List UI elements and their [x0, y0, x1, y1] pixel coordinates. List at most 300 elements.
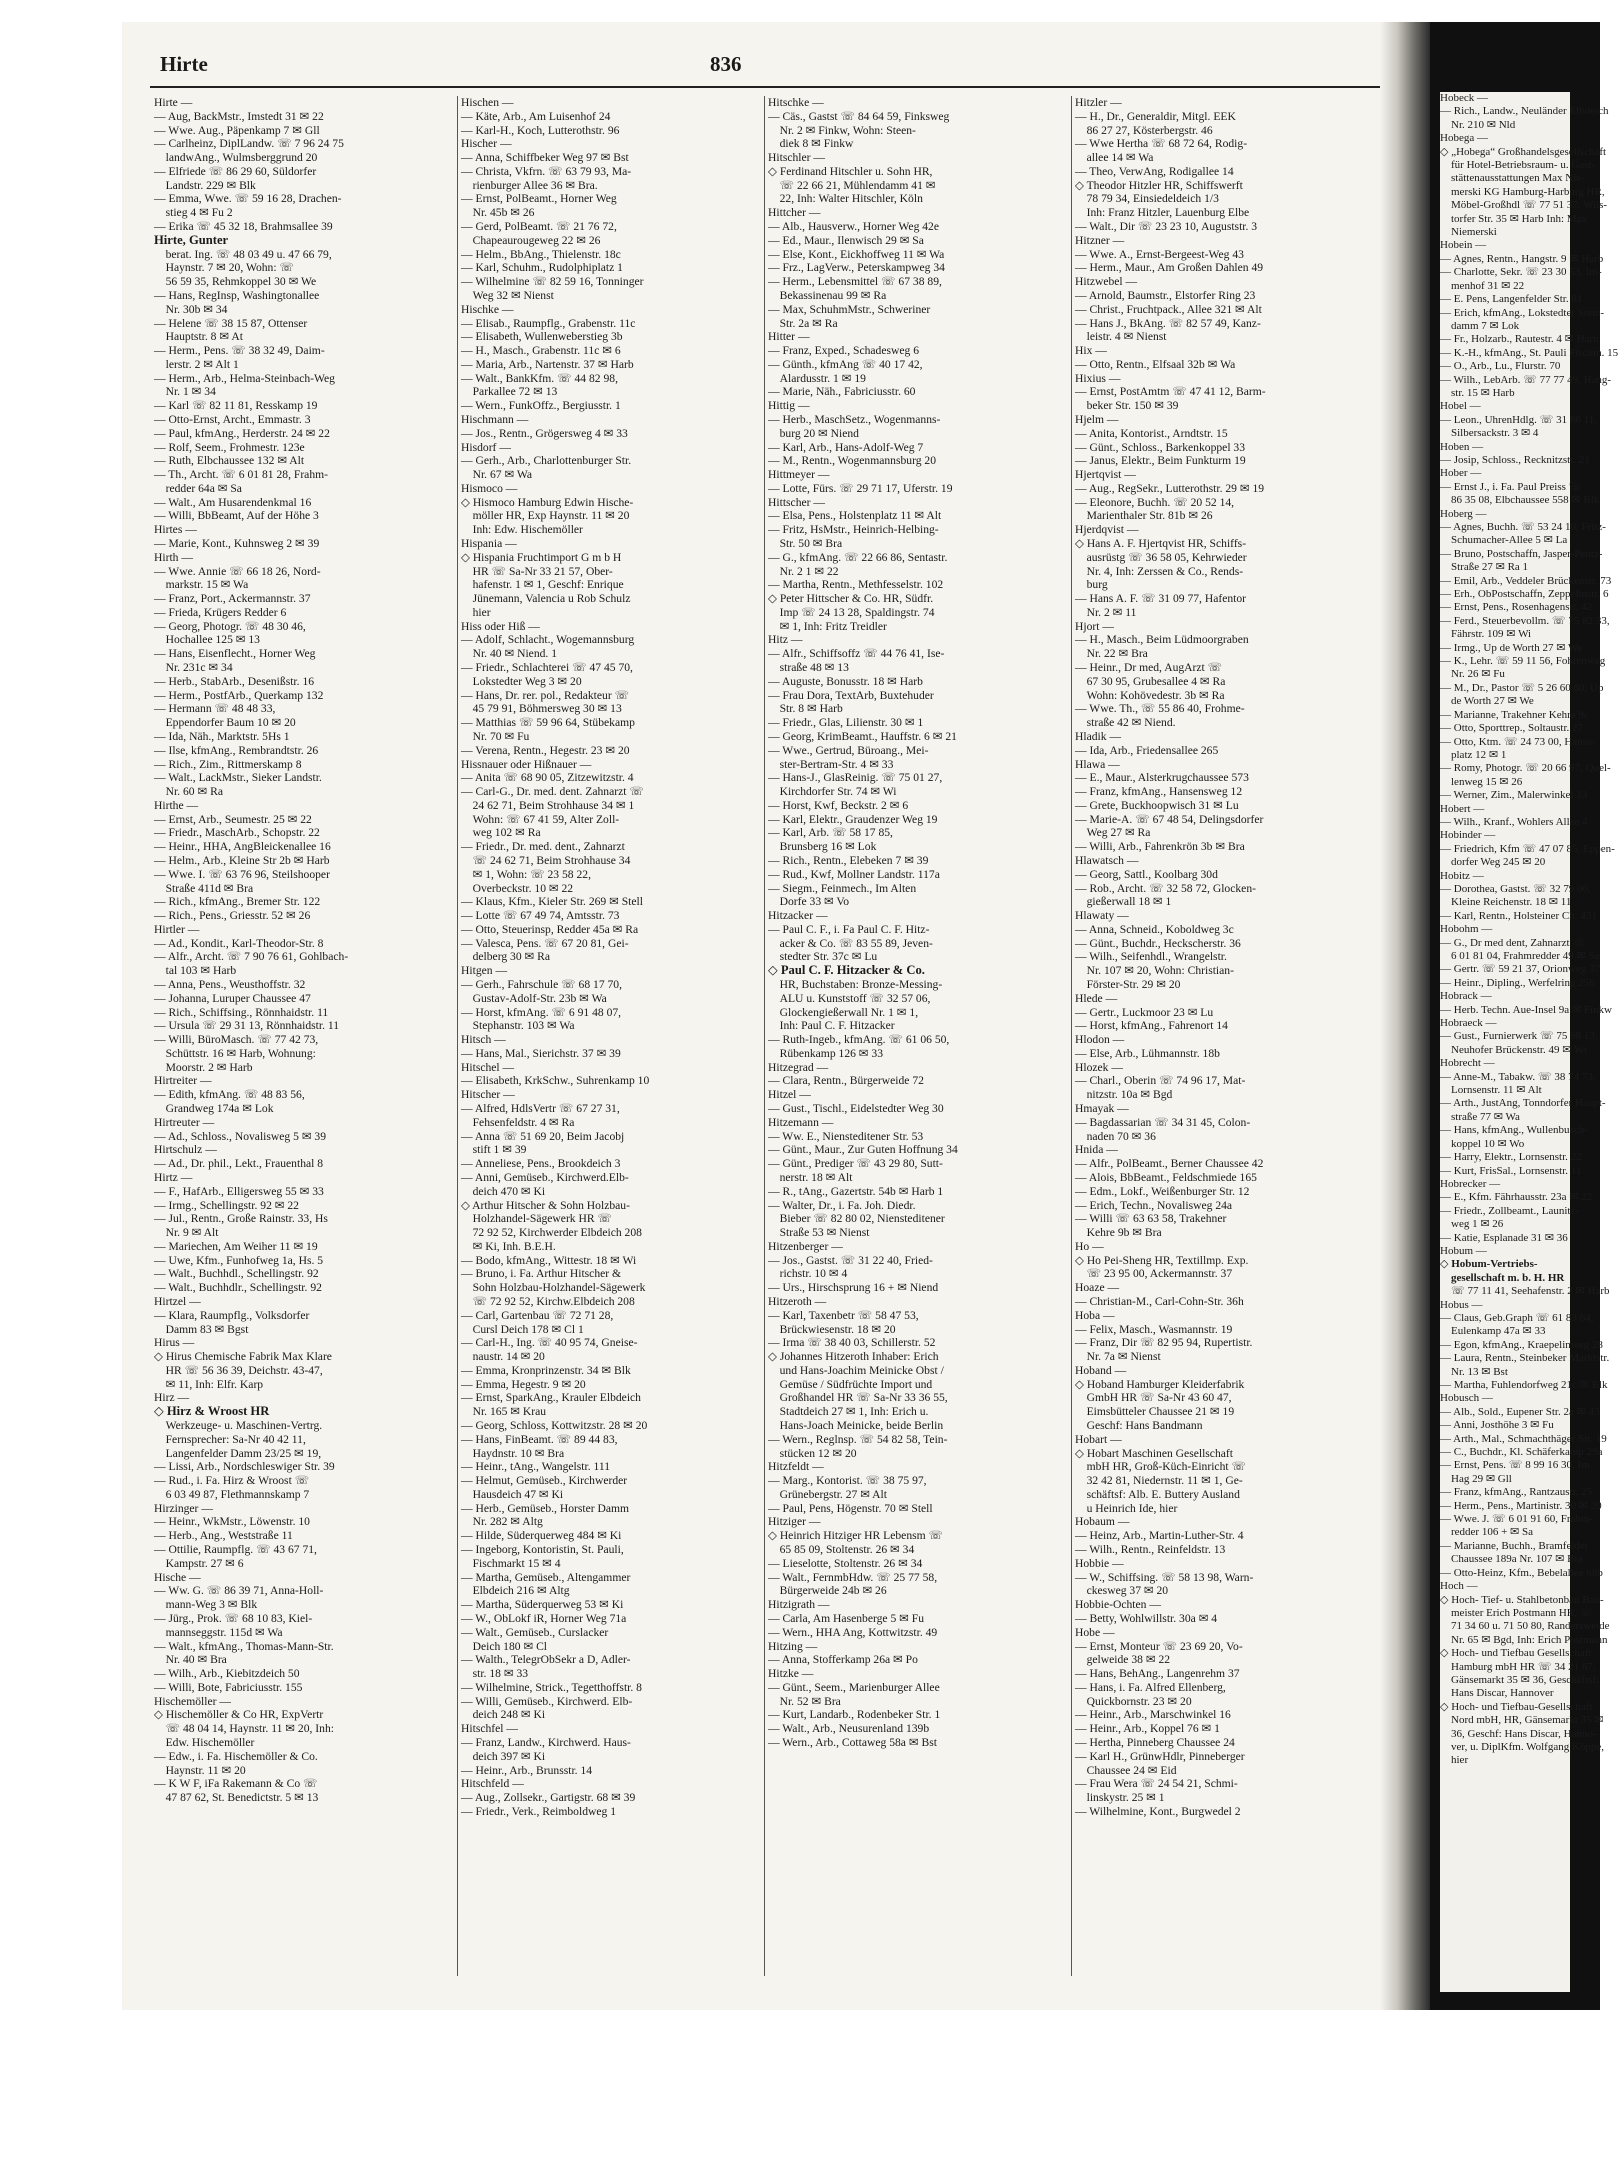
directory-entry: — Alfr., Schiffsoffz ☏ 44 76 41, Ise-	[768, 647, 945, 661]
directory-entry: — Ed., Maur., Ilenwisch 29 ✉ Sa	[768, 233, 924, 247]
directory-entry: — W., ObLokf iR, Horner Weg 71a	[461, 1611, 627, 1625]
directory-entry: Hauptstr. 8 ✉ At	[154, 330, 243, 344]
surname-heading: Hobbie —	[1075, 1556, 1124, 1570]
directory-entry: — Horst, kfmAng. ☏ 6 91 48 07,	[461, 1005, 622, 1019]
directory-entry: — Kurt, FrisSal., Lornsenstr. 11	[1440, 1164, 1582, 1177]
directory-entry: — R., tAng., Gazertstr. 54b ✉ Harb 1	[768, 1184, 944, 1198]
directory-entry: Brunsberg 16 ✉ Lok	[768, 840, 877, 854]
directory-entry: Fischmarkt 15 ✉ 4	[461, 1556, 561, 1570]
directory-entry: ausrüstg ☏ 36 58 05, Kehrwieder	[1075, 550, 1247, 564]
directory-entry: — Heinr., Arb., Marschwinkel 16	[1075, 1708, 1231, 1722]
directory-entry: — Aug., RegSekr., Lutterothstr. 29 ✉ 19	[1075, 481, 1265, 495]
adjacent-page-column	[1440, 92, 1618, 1992]
directory-entry: stift 1 ✉ 39	[461, 1143, 527, 1157]
directory-entry: — Willi, BüroMasch. ☏ 77 42 73,	[154, 1033, 319, 1047]
directory-entry: mannseggstr. 115d ✉ Wa	[154, 1625, 283, 1639]
surname-heading: Hobbie-Ochten —	[1075, 1598, 1161, 1612]
directory-entry: — Otto-Ernst, Archt., Emmastr. 3	[154, 412, 311, 426]
directory-entry: — Karl-H., Koch, Lutterothstr. 96	[461, 123, 620, 137]
surname-heading: Hitschke —	[768, 96, 824, 109]
directory-entry: ◇ Hirz & Wroost HR	[154, 1404, 270, 1419]
directory-entry: — Herm., Maur., Am Großen Dahlen 49	[1075, 261, 1264, 275]
directory-entry: tal 103 ✉ Harb	[154, 964, 237, 978]
surname-heading: Hischke —	[461, 302, 514, 316]
directory-entry: schäftsf: Alb. E. Buttery Ausland	[1075, 1487, 1240, 1501]
directory-entry: Nr. 26 ✉ Fu	[1440, 668, 1505, 681]
directory-entry: — Mariechen, Am Weiher 11 ✉ 19	[154, 1239, 318, 1253]
surname-heading: Hobitz —	[1440, 869, 1484, 882]
surname-heading: Hobraeck —	[1440, 1017, 1497, 1030]
directory-entry: — Martha, Fuhlendorfweg 21c ✉ Blk	[1440, 1379, 1608, 1391]
surname-heading: Hirth —	[154, 550, 193, 564]
directory-entry: ALU u. Kunststoff ☏ 32 57 06,	[768, 991, 931, 1005]
directory-entry: — Gerh., Fahrschule ☏ 68 17 70,	[461, 978, 623, 991]
directory-entry: Nr. 231c ✉ 34	[154, 661, 233, 675]
directory-entry: — Carl-G., Dr. med. dent. Zahnarzt ☏	[461, 785, 644, 799]
directory-entry: ◇ Heinrich Hitziger HR Lebensm ☏	[768, 1529, 944, 1543]
surname-heading: Hobe —	[1075, 1625, 1115, 1639]
directory-entry: — Emil, Arb., Veddeler Brückenstr. 73	[1440, 574, 1612, 587]
directory-entry: lerstr. 2 ✉ Alt 1	[154, 357, 239, 371]
surname-heading: Hittcher —	[768, 206, 821, 220]
directory-entry: weg 102 ✉ Ra	[461, 826, 541, 840]
surname-heading: Hirtler —	[154, 922, 200, 936]
directory-entry: — Ernst, PolBeamt., Horner Weg	[461, 192, 617, 206]
surname-heading: Hobusch —	[1440, 1392, 1493, 1405]
directory-entry: GmbH HR ☏ Sa-Nr 43 60 47,	[1075, 1391, 1232, 1405]
directory-entry: — Friedr., Schlachterei ☏ 47 45 70,	[461, 661, 633, 675]
directory-entry: — Wilhelmine, Strick., Tegetthoffstr. 8	[461, 1680, 642, 1694]
directory-entry: — Heinz, Arb., Martin-Luther-Str. 4	[1075, 1529, 1244, 1543]
directory-entry: allee 14 ✉ Wa	[1075, 151, 1154, 165]
directory-entry: — Cäs., Gastst ☏ 84 64 59, Finksweg	[768, 109, 950, 123]
directory-entry: — Otto, Steuerinsp, Redder 45a ✉ Ra	[461, 922, 639, 936]
directory-entry: Gemüse / Südfrüchte Import und	[768, 1377, 933, 1391]
directory-entry: ✉ 1, Inh: Fritz Treidler	[768, 619, 887, 633]
surname-heading: Hismoco —	[461, 481, 518, 495]
directory-entry: — H., Masch., Beim Lüdmoorgraben	[1075, 633, 1249, 647]
directory-entry: — Ernst, Monteur ☏ 23 69 20, Vo-	[1075, 1639, 1243, 1653]
surname-heading: Hitzwebel —	[1075, 275, 1138, 289]
directory-entry: — Erh., ObPostschaffn, Zeppelinstr. 6	[1440, 588, 1609, 601]
directory-entry: — Claus, Geb.Graph ☏ 61 83 64,	[1440, 1311, 1594, 1324]
directory-entry: 65 85 09, Stoltenstr. 26 ✉ 34	[768, 1543, 915, 1557]
directory-entry: deich 397 ✉ Ki	[461, 1749, 546, 1763]
directory-entry: — Willi ☏ 63 63 58, Trakehner	[1075, 1212, 1227, 1226]
directory-entry: ◇ Peter Hittscher & Co. HR, Südfr.	[768, 592, 934, 606]
directory-entry: Bieber ☏ 82 80 02, Niensteditener	[768, 1212, 945, 1226]
directory-entry: möller HR, Exp Haynstr. 11 ✉ 20	[461, 509, 630, 523]
directory-entry: Str. 2a ✉ Ra	[768, 316, 838, 330]
directory-entry: Nr. 67 ✉ Wa	[461, 468, 533, 482]
directory-entry: — Anna, Pens., Weusthoffstr. 32	[154, 978, 306, 991]
directory-entry: — Ad., Schloss., Novalisweg 5 ✉ 39	[154, 1129, 327, 1143]
surname-heading: Hobaum —	[1075, 1515, 1130, 1529]
directory-entry: richstr. 10 ✉ 4	[768, 1267, 848, 1281]
directory-entry: — Herm., Lebensmittel ☏ 67 38 89,	[768, 275, 942, 289]
surname-heading: Hnida —	[1075, 1143, 1118, 1157]
surname-heading: Hitschfel —	[461, 1722, 518, 1736]
directory-entry: — Wwe. A., Ernst-Bergeest-Weg 43	[1075, 247, 1244, 261]
directory-entry: — Herm., Pens. ☏ 38 32 49, Daim-	[154, 344, 325, 358]
directory-entry: — Hans, i. Fa. Alfred Ellenberg,	[1075, 1680, 1226, 1694]
directory-entry: — K W F, iFa Rakemann & Co ☏	[154, 1777, 318, 1791]
directory-entry: — Franz, Landw., Kirchwerd. Haus-	[461, 1735, 631, 1749]
directory-entry: 6 01 81 04, Frahmredder 49 ✉ Sa	[1440, 950, 1600, 962]
directory-entry: Nr. 1 ✉ 34	[154, 385, 216, 399]
directory-entry: — Verena, Rentn., Hegestr. 23 ✉ 20	[461, 743, 630, 757]
directory-entry: Moorstr. 2 ✉ Harb	[154, 1060, 253, 1074]
directory-entry: — Karl ☏ 82 11 81, Resskamp 19	[154, 399, 318, 413]
directory-entry: Inh: Franz Hitzler, Lauenburg Elbe	[1075, 206, 1250, 220]
directory-entry: Grünebergstr. 27 ✉ Alt	[768, 1487, 887, 1501]
surname-heading: Hoba —	[1075, 1308, 1115, 1322]
surname-heading: Hitzler —	[1075, 96, 1122, 109]
directory-entry: Haynstr. 11 ✉ 20	[154, 1763, 246, 1777]
directory-entry: ◇ Hoch- Tief- u. Stahlbetonbau Bau-	[1440, 1593, 1604, 1606]
directory-entry: — Betty, Wohlwillstr. 30a ✉ 4	[1075, 1611, 1218, 1625]
directory-entry: Str. 8 ✉ Harb	[768, 702, 843, 716]
directory-entry: Förster-Str. 29 ✉ 20	[1075, 978, 1181, 991]
directory-entry: ✉ 1, Wohn: ☏ 23 58 22,	[461, 867, 591, 881]
directory-entry: Möbel-Großhdl ☏ 77 51 37, Wils-	[1440, 199, 1608, 212]
directory-entry: — Th., Archt. ☏ 6 01 81 28, Frahm-	[154, 468, 329, 482]
directory-entry: Parkallee 72 ✉ 13	[461, 385, 558, 399]
directory-entry: ◇ Hobum-Vertriebs-	[1440, 1258, 1538, 1271]
directory-entry: stedter Str. 37c ✉ Lu	[768, 950, 878, 964]
directory-entry: straße 48 ✉ 13	[768, 661, 849, 675]
directory-entry: — Willi, BbBeamt, Auf der Höhe 3	[154, 509, 319, 523]
directory-entry: deich 470 ✉ Ki	[461, 1184, 546, 1198]
directory-entry: mann-Weg 3 ✉ Blk	[154, 1598, 258, 1612]
directory-entry: ◇ Arthur Hitscher & Sohn Holzbau-	[461, 1198, 630, 1212]
directory-entry: — Walt., Buchhdlr., Schellingstr. 92	[154, 1281, 322, 1295]
directory-entry: — Dorothea, Gastst. ☏ 32 79 06,	[1440, 882, 1591, 895]
directory-entry: Grandweg 174a ✉ Lok	[154, 1102, 274, 1116]
directory-entry: Chaussee 24 ✉ Eid	[1075, 1763, 1177, 1777]
directory-entry: — Karl, Arb., Hans-Adolf-Weg 7	[768, 440, 924, 454]
directory-entry: — Alfr., PolBeamt., Berner Chaussee 42	[1075, 1157, 1264, 1171]
directory-entry: — Harry, Elektr., Lornsenstr. 22	[1440, 1151, 1582, 1164]
surname-heading: Hitter —	[768, 330, 810, 344]
directory-entry: — Franz, kfmAng., Hansensweg 12	[1075, 785, 1243, 799]
directory-entry: naustr. 14 ✉ 20	[461, 1350, 545, 1364]
directory-entry: — Alb., Sold., Eupener Str. 2a ✉ 43	[1440, 1405, 1600, 1418]
directory-entry: Nr. 7a ✉ Nienst	[1075, 1350, 1161, 1364]
directory-entry: Elbdeich 216 ✉ Altg	[461, 1584, 570, 1598]
directory-entry: hier	[1440, 1754, 1469, 1767]
surname-heading: Hirtreiter —	[154, 1074, 212, 1088]
surname-heading: Hiss oder Hiß —	[461, 619, 540, 633]
directory-entry: — Anna, Schiffbeker Weg 97 ✉ Bst	[461, 151, 629, 165]
directory-entry: Kleine Reichenstr. 18 ✉ 11	[1440, 896, 1572, 909]
directory-entry: Fehsenfeldstr. 4 ✉ Ra	[461, 1115, 575, 1129]
surname-heading: Hjort —	[1075, 619, 1114, 633]
surname-heading: Hirtschulz —	[154, 1143, 217, 1157]
directory-entry: — Ad., Kondit., Karl-Theodor-Str. 8	[154, 936, 324, 950]
directory-entry: — Irma ☏ 38 40 03, Schillerstr. 52	[768, 1336, 936, 1350]
directory-entry: 71 34 60 u. 71 50 80, Randersweide	[1440, 1620, 1610, 1633]
directory-entry: — Arnold, Baumstr., Elstorfer Ring 23	[1075, 288, 1256, 302]
directory-entry: — Günt., Seem., Marienburger Allee	[768, 1680, 940, 1694]
directory-entry: — Marie, Näh., Fabriciusstr. 60	[768, 385, 916, 399]
directory-entry: — Janus, Elektr., Beim Funkturm 19	[1075, 454, 1246, 468]
directory-entry: 86 35 08, Elbchaussee 558 ✉ Blk	[1440, 494, 1600, 507]
directory-entry: — Wilhelmine ☏ 82 59 16, Tonninger	[461, 275, 644, 289]
directory-entry: — Anna, Schneid., Koboldweg 3c	[1075, 922, 1234, 936]
directory-entry: Eulenkamp 47a ✉ 33	[1440, 1325, 1546, 1338]
directory-entry: — Egon, kfmAng., Kraepelinweg 28	[1440, 1338, 1603, 1351]
directory-entry: — Ingeborg, Kontoristin, St. Pauli,	[461, 1543, 624, 1557]
surname-heading: Hischmann —	[461, 412, 529, 426]
directory-entry: — Else, Arb., Lühmannstr. 18b	[1075, 1046, 1220, 1060]
directory-entry: straße 77 ✉ Wa	[1440, 1110, 1520, 1123]
directory-entry: — Günt., Schloss., Barkenkoppel 33	[1075, 440, 1246, 454]
directory-entry: — Herm., PostfArb., Querkamp 132	[154, 688, 324, 702]
directory-entry: — Herb., Ang., Weststraße 11	[154, 1529, 293, 1543]
directory-entry: — Wwe. Annie ☏ 66 18 26, Nord-	[154, 564, 321, 578]
directory-entry: ◇ Johannes Hitzeroth Inhaber: Erich	[768, 1350, 939, 1364]
surname-heading: Hitzegrad —	[768, 1060, 829, 1074]
directory-entry: — Marianne, Trakehner Kehre 9c	[1440, 708, 1589, 721]
directory-entry: ◇ Paul C. F. Hitzacker & Co.	[768, 963, 925, 978]
directory-entry: ckesweg 37 ✉ 20	[1075, 1584, 1169, 1598]
surname-heading: Hitzacker —	[768, 909, 828, 923]
surname-heading: Hittig —	[768, 399, 810, 413]
directory-entry: Stadtdeich 27 ✉ 1, Inh: Erich u.	[768, 1405, 929, 1419]
surname-heading: Hobohm —	[1440, 923, 1493, 936]
surname-heading: Hlozek —	[1075, 1060, 1123, 1074]
directory-entry: ◇ Hobart Maschinen Gesellschaft	[1075, 1446, 1233, 1460]
directory-entry: berat. Ing. ☏ 48 03 49 u. 47 66 79,	[154, 247, 332, 261]
directory-entry: Niemerski	[1440, 226, 1497, 239]
directory-entry: meister Erich Postmann HR, ☏	[1440, 1606, 1594, 1619]
directory-entry: — Karl, Schuhm., Rudolphiplatz 1	[461, 261, 623, 275]
directory-entry: — Ad., Dr. phil., Lekt., Frauenthal 8	[154, 1157, 324, 1171]
surname-heading: Hitschel —	[461, 1060, 515, 1074]
directory-entry: Hausdeich 47 ✉ Ki	[461, 1487, 564, 1501]
directory-entry: — Gust., Tischl., Eidelstedter Weg 30	[768, 1102, 944, 1116]
directory-entry: — Friedr., Glas, Lilienstr. 30 ✉ 1	[768, 716, 924, 730]
directory-entry: — Anne-M., Tabakw. ☏ 38 74 73,	[1440, 1070, 1596, 1083]
directory-entry: — Karl, Elektr., Graudenzer Weg 19	[768, 812, 938, 826]
directory-entry: für Hotel-Betriebsraum- u. Gast-	[1440, 159, 1596, 172]
surname-heading: Hirz —	[154, 1391, 190, 1405]
directory-entry: — Erich, kfmAng., Lokstedter Stein-	[1440, 306, 1605, 319]
directory-entry: — Marie, Kont., Kuhnsweg 2 ✉ 39	[154, 537, 320, 550]
directory-entry: — Hans, BehAng., Langenrehm 37	[1075, 1667, 1240, 1681]
directory-entry: — Wwe Hertha ☏ 68 72 64, Rodig-	[1075, 137, 1248, 151]
surname-heading: Hober —	[1440, 467, 1482, 480]
directory-entry: Inh: Edw. Hischemöller	[461, 523, 583, 537]
directory-entry: damm 7 ✉ Lok	[1440, 319, 1520, 332]
directory-entry: — Heinr., tAng., Wangelstr. 111	[461, 1460, 611, 1474]
directory-entry: — Georg, KrimBeamt., Hauffstr. 6 ✉ 21	[768, 729, 957, 743]
directory-entry: — Johanna, Luruper Chaussee 47	[154, 991, 311, 1005]
surname-heading: Ho —	[1075, 1239, 1104, 1253]
directory-entry: — Herm., Pens., Martinistr. 30 ✉ 20	[1440, 1499, 1602, 1512]
directory-entry: — Christ., Fruchtpack., Allee 321 ✉ Alt	[1075, 302, 1262, 316]
directory-entry: — Hertha, Pinneberg Chaussee 24	[1075, 1735, 1235, 1749]
directory-entry: — Wilh., LebArb. ☏ 77 77 49, Hang-	[1440, 373, 1612, 386]
directory-entry: ☏ 24 62 71, Beim Strohhause 34	[461, 853, 631, 867]
directory-entry: Holzhandel-Sägewerk HR ☏	[461, 1212, 613, 1226]
directory-entry: — Heinr., Dr med, AugArzt ☏	[1075, 661, 1223, 675]
directory-entry: Alardusstr. 1 ✉ 19	[768, 371, 866, 385]
directory-entry: — Hilde, Süderquerweg 484 ✉ Ki	[461, 1529, 622, 1543]
directory-entry: — Walt., LackMstr., Sieker Landstr.	[154, 771, 322, 785]
directory-entry: — Ferd., Steuerbevollm. ☏ 75 82 33,	[1440, 614, 1610, 627]
directory-entry: — Hans-J., GlasReinig. ☏ 75 01 27,	[768, 771, 943, 785]
directory-entry: dorfer Weg 245 ✉ 20	[1440, 856, 1546, 869]
directory-entry: Dorfe 33 ✉ Vo	[768, 895, 850, 909]
directory-entry: 22, Inh: Walter Hitschler, Köln	[768, 192, 923, 206]
directory-entry: — Hans A. F. ☏ 31 09 77, Hafentor	[1075, 592, 1247, 606]
column-2	[461, 96, 743, 1976]
directory-entry: Nr. 65 ✉ Bgd, Inh: Erich Postmann	[1440, 1633, 1608, 1646]
directory-entry: — Helm., Arb., Kleine Str 2b ✉ Harb	[154, 853, 330, 867]
directory-entry: — Otto, Ktm. ☏ 24 73 00, Hansa-	[1440, 735, 1596, 748]
page-number: 836	[710, 52, 742, 76]
directory-entry: Nr. 70 ✉ Fu	[461, 729, 530, 743]
directory-entry: — Adolf, Schlacht., Wogemannsburg	[461, 633, 635, 647]
directory-page	[122, 22, 1618, 2010]
directory-entry: — Helm., BbAng., Thielenstr. 18c	[461, 247, 621, 261]
surname-heading: Hobein —	[1440, 239, 1487, 252]
directory-entry: linskystr. 25 ✉ 1	[1075, 1791, 1165, 1805]
surname-heading: Hoband —	[1075, 1363, 1127, 1377]
directory-entry: Nr. 4, Inh: Zerssen & Co., Rends-	[1075, 564, 1244, 578]
directory-entry: ◇ Hoch- und Tiefbau-Gesellschaft	[1440, 1700, 1593, 1713]
directory-entry: — Leon., UhrenHdlg. ☏ 31 66 11,	[1440, 413, 1597, 426]
surname-heading: Hirtes —	[154, 523, 197, 537]
surname-heading: Hisdorf —	[461, 440, 511, 454]
surname-heading: Hitzner —	[1075, 233, 1125, 247]
directory-entry: — Bagdassarian ☏ 34 31 45, Colon-	[1075, 1115, 1251, 1129]
directory-entry: — Ida, Arb., Friedensallee 265	[1075, 743, 1219, 757]
directory-entry: leistr. 4 ✉ Nienst	[1075, 330, 1167, 344]
directory-entry: Eppendorfer Baum 10 ✉ 20	[154, 716, 296, 730]
directory-entry: — Marie-A. ☏ 67 48 54, Delingsdorfer	[1075, 812, 1264, 826]
directory-entry: — Marg., Kontorist. ☏ 38 75 97,	[768, 1474, 927, 1488]
directory-entry: — Heinr., Arb., Koppel 76 ✉ 1	[1075, 1722, 1220, 1736]
directory-entry: Straße 411d ✉ Bra	[154, 881, 254, 895]
surname-heading: Hirthe —	[154, 798, 199, 812]
directory-entry: — Carl-H., Ing. ☏ 40 95 74, Gneise-	[461, 1336, 638, 1350]
directory-entry: hafenstr. 1 ✉ 1, Geschf: Enrique	[461, 578, 624, 592]
directory-entry: Neuhofer Brückenstr. 49 ✉ Wi	[1440, 1043, 1587, 1056]
directory-entry: Stephanstr. 103 ✉ Wa	[461, 1019, 575, 1033]
directory-entry: 67 30 95, Grubesallee 4 ✉ Ra	[1075, 674, 1226, 688]
directory-entry: — Gerh., Arb., Charlottenburger Str.	[461, 454, 632, 468]
surname-heading: Hobrack —	[1440, 990, 1492, 1003]
directory-entry: ☏ 22 66 21, Mühlendamm 41 ✉	[768, 178, 936, 192]
directory-entry: stättenausstattungen Max Nie-	[1440, 172, 1585, 185]
directory-entry: — Lotte ☏ 67 49 74, Amtsstr. 73	[461, 909, 620, 923]
surname-heading: Hobrecht —	[1440, 1057, 1495, 1070]
directory-entry: gesellschaft m. b. H. HR	[1440, 1271, 1565, 1284]
directory-entry: str. 15 ✉ Harb	[1440, 386, 1515, 399]
directory-entry: — Erich, Techn., Novalisweg 24a	[1075, 1198, 1233, 1212]
directory-entry: — Walt., Gemüseb., Curslacker	[461, 1625, 609, 1639]
directory-entry: — Klaus, Kfm., Kieler Str. 269 ✉ Stell	[461, 895, 643, 909]
directory-entry: ◇ Hischemöller & Co HR, ExpVertr	[154, 1708, 324, 1722]
column-divider	[1071, 96, 1072, 1976]
surname-heading: Hische —	[154, 1570, 201, 1584]
directory-entry: — Katie, Esplanade 31 ✉ 36	[1440, 1231, 1568, 1244]
surname-heading: Hladik —	[1075, 729, 1122, 743]
directory-entry: — Wern., HHA Ang, Kottwitzstr. 49	[768, 1625, 938, 1639]
directory-entry: merski KG Hamburg-Harburg HR,	[1440, 185, 1605, 198]
directory-entry: — Ernst, Pens., Rosenhagenstr. 42	[1440, 601, 1593, 614]
surname-heading: Hitzing —	[768, 1639, 818, 1653]
directory-entry: — Lieselotte, Stoltenstr. 26 ✉ 34	[768, 1556, 923, 1570]
directory-entry: — Georg, Sattl., Koolbarg 30d	[1075, 867, 1218, 881]
directory-entry: ster-Bertram-Str. 4 ✉ 33	[768, 757, 894, 771]
directory-entry: Nr. 52 ✉ Bra	[768, 1694, 841, 1708]
directory-entry: — Charlotte, Sekr. ☏ 23 30 53, Im-	[1440, 266, 1602, 279]
directory-entry: Hag 29 ✉ Gll	[1440, 1472, 1512, 1485]
directory-entry: ◇ Hoband Hamburger Kleiderfabrik	[1075, 1377, 1245, 1391]
surname-heading: Hitzigrath —	[768, 1598, 830, 1612]
directory-entry: — Urs., Hirschsprung 16 + ✉ Niend	[768, 1281, 939, 1295]
surname-heading: Hobert —	[1440, 802, 1485, 815]
directory-entry: — Uwe, Kfm., Funhofweg 1a, Hs. 5	[154, 1253, 324, 1267]
directory-entry: — Walt., Arb., Neusurenland 139b	[768, 1722, 930, 1736]
surname-heading: Hlede —	[1075, 991, 1118, 1005]
surname-heading: Hispania —	[461, 537, 517, 550]
directory-entry: menhof 31 ✉ 22	[1440, 279, 1525, 292]
directory-entry: Hans-Joach Meinicke, beide Berlin	[768, 1419, 944, 1432]
directory-entry: Bürgerweide 24b ✉ 26	[768, 1584, 887, 1598]
directory-entry: — Ernst, Arb., Seumestr. 25 ✉ 22	[154, 812, 312, 826]
directory-entry: — Ida, Näh., Marktstr. 5Hs 1	[154, 729, 290, 743]
directory-entry: acker & Co. ☏ 83 55 89, Jeven-	[768, 936, 933, 950]
directory-entry: — Laura, Rentn., Steinbeker Marktstr.	[1440, 1352, 1610, 1365]
surname-heading: Hitschler —	[768, 151, 825, 165]
directory-entry: — H., Masch., Grabenstr. 11c ✉ 6	[461, 344, 621, 358]
directory-entry: — Herb. Techn. Aue-Insel 9a ✉ Finkw	[1440, 1003, 1612, 1016]
directory-entry: — Emma, Kronprinzenstr. 34 ✉ Blk	[461, 1363, 631, 1377]
directory-entry: Nr. 9 ✉ Alt	[154, 1226, 219, 1240]
directory-entry: — Elisabeth, Wullenweberstieg 3b	[461, 330, 623, 344]
directory-entry: Nr. 40 ✉ Bra	[154, 1653, 227, 1667]
directory-entry: Nr. 165 ✉ Krau	[461, 1405, 547, 1419]
directory-entry: — Ww. E., Niensteditener Str. 53	[768, 1129, 924, 1143]
directory-entry: Geschf: Hans Bandmann	[1075, 1419, 1203, 1432]
directory-entry: — Wilh., Kranf., Wohlers Allee 4	[1440, 815, 1588, 828]
directory-entry: Chaussee 189a Nr. 107 ✉ Bra	[1440, 1553, 1584, 1566]
surname-heading: Hobart —	[1075, 1432, 1122, 1446]
directory-entry: — Günt., Buchdr., Heckscherstr. 36	[1075, 936, 1241, 950]
directory-entry: — Arth., Mal., Schmachthäger Str. 19	[1440, 1432, 1607, 1445]
directory-entry: — Willi, Bote, Fabriciusstr. 155	[154, 1680, 303, 1694]
directory-entry: 45 79 91, Böhmersweg 30 ✉ 13	[461, 702, 622, 716]
directory-entry: — Paul C. F., i. Fa Paul C. F. Hitz-	[768, 922, 930, 936]
directory-entry: — Anna, Stofferkamp 26a ✉ Po	[768, 1653, 918, 1667]
surname-heading: Hischen —	[461, 96, 514, 109]
directory-entry: — Ernst J., i. Fa. Paul Preiss ☏	[1440, 480, 1583, 493]
directory-entry: — Herb., MaschSetz., Wogenmanns-	[768, 412, 941, 426]
surname-heading: Hoberg —	[1440, 507, 1487, 520]
directory-entry: — Maria, Arb., Nartenstr. 37 ✉ Harb	[461, 357, 634, 371]
surname-heading: Hixius —	[1075, 371, 1121, 385]
directory-entry: — Jürg., Prok. ☏ 68 10 83, Kiel-	[154, 1611, 313, 1625]
directory-entry: nitzstr. 10a ✉ Bgd	[1075, 1088, 1173, 1102]
directory-entry: — Gerd, PolBeamt. ☏ 21 76 72,	[461, 220, 617, 234]
surname-heading: Hischer —	[461, 137, 512, 151]
directory-entry: ☏ 72 92 52, Kirchw.Elbdeich 208	[461, 1294, 635, 1308]
